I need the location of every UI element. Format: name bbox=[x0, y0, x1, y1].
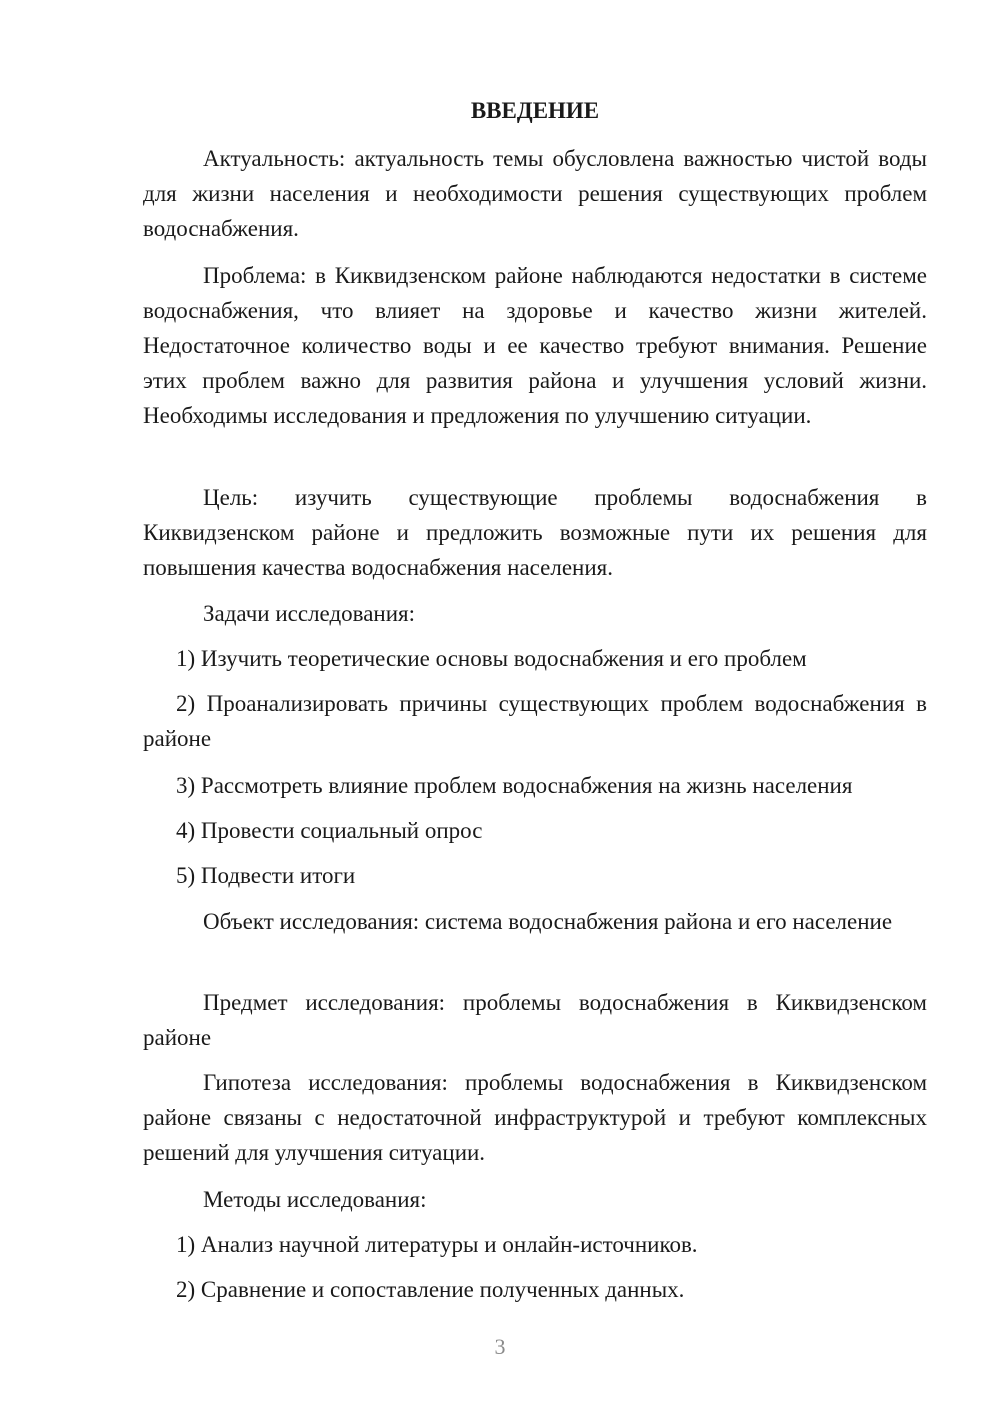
list-item-task-3: 3) Рассмотреть влияние проблем водоснабжения на жизнь населения bbox=[176, 773, 853, 798]
list-item-task-2: 2) Проанализировать причины существующих проблем водоснабжения в районе bbox=[143, 691, 927, 751]
list-item-task-4: 4) Провести социальный опрос bbox=[176, 818, 483, 843]
page-number: 3 bbox=[494, 1334, 506, 1359]
paragraph-tasks-heading: Задачи исследования: bbox=[203, 601, 416, 626]
paragraph-object: Объект исследования: система водоснабжения района и его население bbox=[203, 909, 893, 934]
paragraph-relevance: Актуальность: актуальность темы обусловлена важностью чистой воды для жизни населения и необходимости решения существующих проблем водоснабжения. bbox=[143, 146, 927, 241]
list-item-task-5: 5) Подвести итоги bbox=[176, 863, 356, 888]
section-heading: ВВЕДЕНИЕ bbox=[470, 98, 600, 123]
paragraph-problem: Проблема: в Киквидзенском районе наблюдаются недостатки в системе водоснабжения, что влияет на здоровье и качество жизни жителей. Недостаточное количество воды и ее качество требуют внимания. Решение этих проблем важно для развития района и улучшения условий жизни. Необходимы исследования и предложения по улучшению ситуации. bbox=[143, 263, 927, 428]
list-item-method-1: 1) Анализ научной литературы и онлайн-источников. bbox=[176, 1232, 698, 1257]
paragraph-methods-heading: Методы исследования: bbox=[203, 1187, 427, 1212]
list-item-task-1: 1) Изучить теоретические основы водоснабжения и его проблем bbox=[176, 646, 807, 671]
paragraph-subject: Предмет исследования: проблемы водоснабжения в Киквидзенском районе bbox=[143, 990, 927, 1050]
list-item-method-2: 2) Сравнение и сопоставление полученных данных. bbox=[176, 1277, 685, 1302]
paragraph-goal: Цель: изучить существующие проблемы водоснабжения в Киквидзенском районе и предложить возможные пути их решения для повышения качества водоснабжения населения. bbox=[143, 485, 927, 580]
paragraph-hypothesis: Гипотеза исследования: проблемы водоснабжения в Киквидзенском районе связаны с недостаточной инфраструктурой и требуют комплексных решений для улучшения ситуации. bbox=[143, 1070, 927, 1165]
